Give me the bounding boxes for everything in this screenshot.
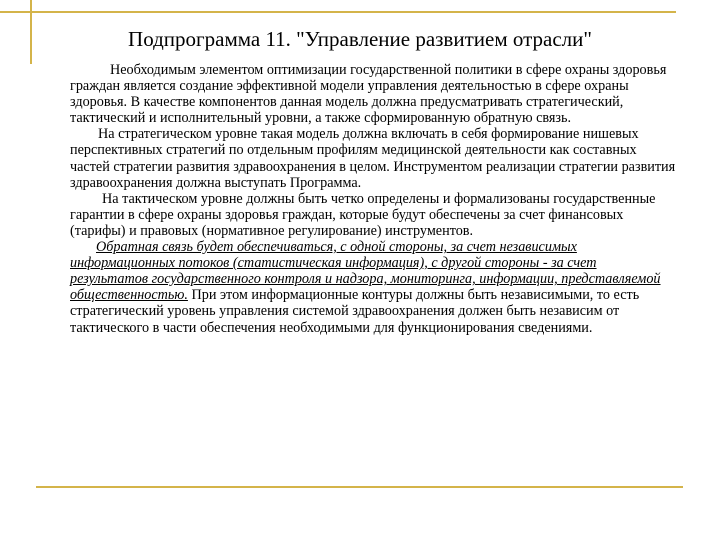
paragraph-strategic-level: На стратегическом уровне такая модель должна включать в себя формирование нишевых перспективных стратегий по отдельным профилям медицинской деятельности как составных частей стратегии развития здравоохранения в целом. Инструментом реализации стратегии развития здравоохранения должна выступать Программа. [70, 126, 676, 191]
top-decorative-rule [0, 11, 676, 13]
paragraph-model-overview: Необходимым элементом оптимизации государственной политики в сфере охраны здоровья граждан является создание эффективной модели управления деятельностью в сфере охраны здоровья. В качестве компонентов данная модель должна предусматривать стратегический, тактический и исполнительный уровни, а также сформированную обратную связь. [70, 62, 667, 127]
slide-title: Подпрограмма 11. "Управление развитием отрасли" [128, 27, 592, 51]
paragraph-feedback [70, 239, 677, 336]
slide-body [70, 62, 677, 336]
feedback-emphasis: Обратная связь будет обеспечиваться, с одной стороны, за счет независимых информационных потоков (статистическая информация), с другой стороны - за счет результатов государственного контроля и надзора, мониторинга, информации, представляемой общественностью. [70, 239, 661, 304]
bottom-decorative-rule [36, 486, 683, 488]
feedback-text: При этом информационные контуры должны быть независимыми, то есть стратегический уровень управления системой здравоохранения должен быть независим от тактического в части обеспечения необходимыми для функционирования сведениями. [70, 287, 640, 336]
paragraph-tactical-level: На тактическом уровне должны быть четко определены и формализованы государственные гарантии в сфере охраны здоровья граждан, которые будут обеспечены за счет финансовых (тарифы) и правовых (нормативное регулирование) инструментов. [70, 190, 656, 239]
